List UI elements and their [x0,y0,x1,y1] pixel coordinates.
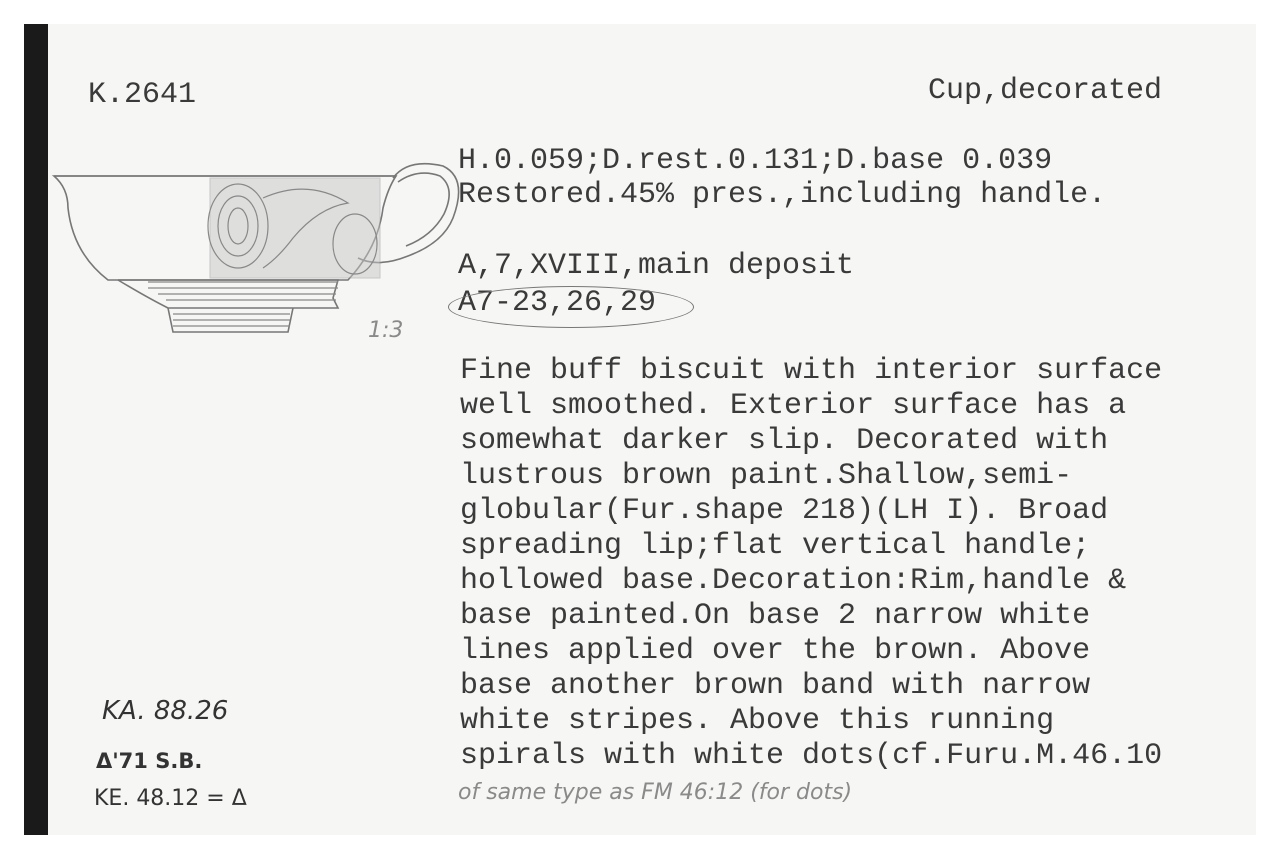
findspot: A,7,XVIII,main deposit [458,249,855,283]
object-type: Cup,decorated [928,74,1163,108]
description-line: globular(Fur.shape 218)(LH I). Broad [460,494,1109,528]
description-line: spreading lip;flat vertical handle; [460,529,1091,563]
catalog-number: K.2641 [88,78,197,112]
context-circle [448,286,694,328]
description-line: lines applied over the brown. Above [460,634,1091,668]
index-card [24,24,1256,835]
description-line: spirals with white dots(cf.Furu.M.46.10 [460,739,1163,773]
description [460,354,1162,774]
scale-note: 1:3 [368,318,404,343]
pencil-note: of same type as FM 46:12 (for dots) [458,780,853,805]
description-line: somewhat darker slip. Decorated with [460,424,1109,458]
description-line: hollowed base.Decoration:Rim,handle & [460,564,1127,598]
preservation: Restored.45% pres.,including handle. [458,178,1107,212]
description-line: Fine buff biscuit with interior surface [460,354,1163,388]
handwritten-ref-ka: KA. 88.26 [102,696,229,726]
description-line: white stripes. Above this running [460,704,1055,738]
dimensions: H.0.059;D.rest.0.131;D.base 0.039 [458,144,1053,178]
description-line: well smoothed. Exterior surface has a [460,389,1127,423]
cup-drawing [48,158,468,348]
handwritten-ref-ke: KE. 48.12 = Δ [94,786,247,811]
card-left-edge [24,24,48,835]
description-line: lustrous brown paint.Shallow,semi- [460,459,1073,493]
description-line: base painted.On base 2 narrow white [460,599,1091,633]
description-line: base another brown band with narrow [460,669,1091,703]
context-refs: A7-23,26,29 [458,286,657,320]
handwritten-ref-delta: Δ'71 S.B. [96,749,203,773]
